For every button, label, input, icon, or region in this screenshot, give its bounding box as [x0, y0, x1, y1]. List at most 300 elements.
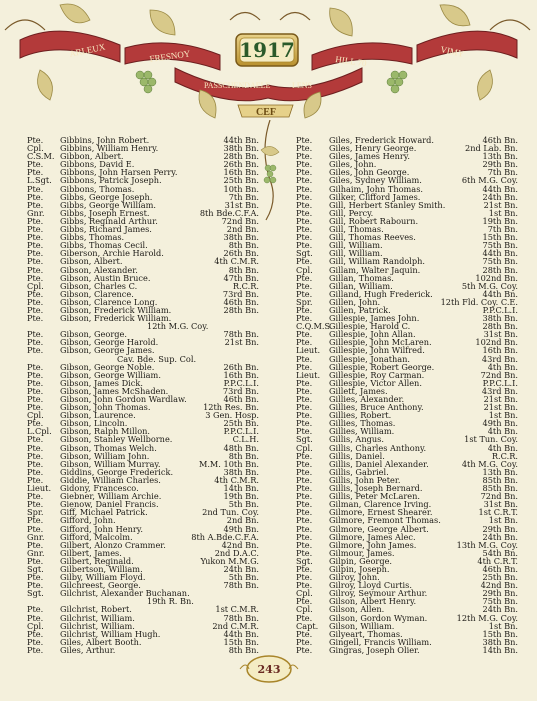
- entry-name: Giles, Arthur.: [60, 644, 116, 655]
- entry-rank: Pte.: [296, 628, 313, 639]
- entry-unit: 12th Res. Bn.: [203, 402, 259, 413]
- entry-rank: Pte.: [27, 458, 44, 469]
- entry-unit: 75th Bn.: [482, 596, 518, 607]
- entry-name: Gilchrist, William.: [60, 620, 135, 631]
- entry-unit: 29th Bn.: [482, 588, 518, 599]
- entry-name: Giles, John George.: [329, 167, 410, 178]
- entry-name: Gibbons, Thomas.: [60, 183, 135, 194]
- entry-unit: 78th Bn.: [223, 580, 259, 591]
- banner-text-center-left: PASSCHENDAELE: [204, 81, 271, 90]
- entry-unit: 8th Bde.C.F.A.: [199, 207, 259, 218]
- entry-name: Gillespie, Jonathan.: [329, 353, 411, 364]
- entry-rank: Cpl.: [27, 280, 44, 291]
- entry-name: Gibbon, Albert.: [60, 151, 124, 162]
- entry-name: Giles, Henry George.: [329, 143, 417, 154]
- entry-rank: Pte.: [296, 539, 313, 550]
- entry-rank: Pte.: [27, 580, 44, 591]
- entry-unit: R.C.R.: [491, 450, 518, 461]
- entry-unit: 44th Bn.: [482, 288, 518, 299]
- banner-text-right-2: VIMY: [439, 44, 466, 59]
- entry-name: Gilson, Allen.: [329, 604, 385, 615]
- entry-unit: 1st Bn.: [488, 410, 518, 421]
- entry-name: Giles, James Henry.: [329, 151, 410, 162]
- entry-name: Gilbert, James.: [60, 547, 122, 558]
- entry-name: Gilby, William Floyd.: [60, 572, 146, 583]
- entry-unit: 49th Bn.: [223, 523, 259, 534]
- entry-rank: Cpl.: [27, 410, 44, 421]
- entry-name: Gilland, Hugh Frederick.: [329, 288, 433, 299]
- entry-unit: 85th Bn.: [482, 474, 518, 485]
- entry-name: Gibson, George James.: [60, 345, 155, 356]
- entry-name: Gill, Percy.: [329, 207, 374, 218]
- entry-unit: 28th Bn.: [482, 321, 518, 332]
- entry-unit: 102nd Bn.: [475, 337, 518, 348]
- entry-rank: Pte.: [27, 555, 44, 566]
- entry-unit: 3 Gen. Hosp.: [205, 410, 259, 421]
- entry-unit: 8th Bn.: [228, 450, 259, 461]
- entry-name: Gilmore, George Albert.: [329, 523, 429, 534]
- entry-rank: Pte.: [27, 369, 44, 380]
- entry-unit: P.P.C.L.I.: [482, 304, 518, 315]
- entry-unit: 44th Bn.: [482, 248, 518, 259]
- entry-name: Gill, Herbert Stanley Smith.: [329, 199, 446, 210]
- entry-unit: 73rd Bn.: [222, 288, 259, 299]
- entry-unit: 28th Bn.: [223, 304, 259, 315]
- entry-unit: 72nd Bn.: [221, 215, 259, 226]
- entry-unit: 29th Bn.: [482, 523, 518, 534]
- entry-name: Gill, Robert Rabourn.: [329, 215, 419, 226]
- year-title: 1917: [239, 38, 295, 62]
- entry-unit: 4th Bn.: [487, 361, 518, 372]
- entry-rank: Pte.: [296, 304, 313, 315]
- roll-entry: [27, 646, 259, 654]
- entry-unit: 43rd Bn.: [481, 385, 518, 396]
- entry-name: Gill, Thomas.: [329, 224, 384, 235]
- entry-rank: Pte.: [296, 507, 313, 518]
- entry-name: Gibbs, Richard James.: [60, 224, 152, 235]
- entry-name: Gibbs, George William.: [60, 199, 156, 210]
- entry-rank: Cpl.: [27, 143, 44, 154]
- entry-rank: Pte.: [27, 288, 44, 299]
- entry-rank: Pte.: [296, 159, 313, 170]
- entry-name: Giles, John.: [329, 159, 377, 170]
- entry-unit: 1st Tun. Coy.: [464, 434, 518, 445]
- entry-name: Gifford, Malcolm.: [60, 531, 133, 542]
- entry-unit: 21st Bn.: [483, 199, 518, 210]
- entry-rank: Pte.: [27, 232, 44, 243]
- entry-name: Gilson, William.: [329, 620, 395, 631]
- entry-name: Gibson, Alexander.: [60, 264, 138, 275]
- entry-rank: Pte.: [296, 377, 313, 388]
- banner-text-center-right: LENS: [292, 81, 312, 90]
- entry-unit: 72nd Bn.: [480, 491, 518, 502]
- entry-unit: 13th Bn.: [482, 151, 518, 162]
- entry-rank: Cpl.: [296, 442, 313, 453]
- entry-unit: 25th Bn.: [223, 175, 259, 186]
- entry-name: Gillies, William.: [329, 426, 395, 437]
- entry-rank: Pte.: [296, 466, 313, 477]
- entry-unit: 1st Bn.: [488, 620, 518, 631]
- entry-name: Gibson, George Noble.: [60, 361, 155, 372]
- entry-name: Gillespie, Robert George.: [329, 361, 435, 372]
- entry-name: Gibson, Austin Bruce.: [60, 272, 151, 283]
- entry-rank: Pte.: [296, 402, 313, 413]
- entry-rank: Pte.: [296, 636, 313, 647]
- entry-rank: Pte.: [296, 183, 313, 194]
- entry-name: Gilman, Clarence Irving.: [329, 499, 432, 510]
- entry-unit: 1st Bn.: [488, 515, 518, 526]
- banner-text-right-1: HILL 70: [334, 54, 368, 69]
- entry-rank: Pte.: [27, 191, 44, 202]
- entry-name: Gibbons, Patrick Joseph.: [60, 175, 162, 186]
- entry-unit: 5th Bn.: [228, 499, 259, 510]
- page-number: 243: [257, 662, 281, 676]
- entry-unit: 15th Bn.: [482, 232, 518, 243]
- entry-rank: Pte.: [296, 394, 313, 404]
- entry-rank: Lieut.: [296, 369, 321, 380]
- entry-unit: 15th Bn.: [482, 628, 518, 639]
- entry-rank: Pte.: [296, 280, 313, 291]
- entry-name: Giddins, George Frederick.: [60, 466, 174, 477]
- entry-name: Gilmore, Ernest Shearer.: [329, 507, 433, 518]
- entry-rank: Pte.: [27, 159, 44, 170]
- entry-rank: Pte.: [27, 499, 44, 510]
- entry-name: Gidony, Francesco.: [60, 483, 139, 494]
- entry-unit: 85th Bn.: [482, 483, 518, 494]
- entry-rank: Pte.: [27, 394, 44, 404]
- entry-rank: Pte.: [296, 151, 313, 162]
- entry-name: Gillis, Peter McLaren.: [329, 491, 420, 502]
- entry-unit: 2nd Bn.: [226, 224, 259, 235]
- entry-name: Gibson, George William.: [60, 369, 161, 380]
- entry-unit: 19th Bn.: [482, 215, 518, 226]
- entry-rank: Pte.: [27, 377, 44, 388]
- entry-name: Gillespie, John Wilfred.: [329, 345, 425, 356]
- entry-name: Gingras, Joseph Olier.: [329, 644, 420, 655]
- entry-rank: Pte.: [296, 515, 313, 526]
- entry-unit: 2nd Tun. Coy.: [202, 507, 259, 518]
- entry-unit: 1st C.M.R.: [215, 604, 259, 615]
- entry-rank: Pte.: [27, 248, 44, 259]
- entry-name: Gilbert, Alonzo Crammer.: [60, 539, 166, 550]
- entry-rank: Pte.: [27, 256, 44, 267]
- entry-unit: 102nd Bn.: [475, 272, 518, 283]
- entry-unit: 29th Bn.: [482, 159, 518, 170]
- entry-rank: Gnr.: [27, 207, 45, 218]
- entry-rank: Pte.: [27, 199, 44, 210]
- entry-unit: 38th Bn.: [223, 143, 259, 154]
- entry-unit: 49th Bn.: [482, 418, 518, 429]
- entry-name: Gifford, John.: [60, 515, 116, 526]
- entry-name: Gillies, Alexander.: [329, 394, 405, 404]
- entry-name: Gillen, Patrick.: [329, 304, 391, 315]
- entry-rank: Cpl.: [296, 264, 313, 275]
- entry-name: Gibson, Frederick William.: [60, 313, 172, 324]
- entry-rank: Sgt.: [296, 555, 313, 566]
- entry-unit: 7th Bn.: [228, 191, 259, 202]
- entry-name: Gilson, Albert Henry.: [329, 596, 417, 607]
- entry-name: Gibbs, Joseph Ernest.: [60, 207, 150, 218]
- entry-name: Gillis, John Peter.: [329, 474, 401, 485]
- entry-name: Gillespie, John McLaren.: [329, 337, 432, 348]
- entry-name: Gillis, Charles Anthony.: [329, 442, 427, 453]
- right-roll-column: [296, 136, 518, 654]
- entry-name: Gill, Thomas Reeves.: [329, 232, 416, 243]
- left-roll-column: [27, 136, 259, 654]
- entry-rank: Pte.: [27, 329, 44, 340]
- entry-name: Gillies, Bruce Anthony.: [329, 402, 424, 413]
- entry-rank: Pte.: [296, 199, 313, 210]
- entry-name: Gibson, Stanley Wellborne.: [60, 434, 173, 445]
- entry-name: Gilmore, James Alec.: [329, 531, 416, 542]
- entry-rank: Pte.: [27, 636, 44, 647]
- entry-name: Gilmore, John James.: [329, 539, 417, 550]
- entry-rank: Pte.: [27, 644, 44, 655]
- entry-rank: Pte.: [296, 329, 313, 340]
- entry-name: 12th M.G. Coy.: [147, 321, 209, 332]
- entry-rank: Sgt.: [27, 563, 44, 574]
- entry-unit: 75th Bn.: [482, 240, 518, 251]
- entry-rank: Pte.: [296, 596, 313, 607]
- entry-name: Gillis, Angus.: [329, 434, 384, 445]
- entry-unit: 13th M.G. Coy.: [456, 539, 518, 550]
- entry-rank: Pte.: [296, 385, 313, 396]
- entry-rank: Pte.: [27, 304, 44, 315]
- entry-rank: Pte.: [27, 442, 44, 453]
- entry-unit: 24th Bn.: [223, 563, 259, 574]
- entry-rank: Pte.: [296, 256, 313, 267]
- entry-rank: Pte.: [27, 612, 44, 623]
- entry-rank: Pte.: [296, 612, 313, 623]
- entry-unit: 2nd C.M.R.: [212, 620, 259, 631]
- entry-rank: Pte.: [296, 483, 313, 494]
- roll-entry: [27, 314, 259, 322]
- entry-unit: 4th Bn.: [487, 426, 518, 437]
- entry-rank: Pte.: [296, 337, 313, 348]
- entry-name: Gibson, George Harold.: [60, 337, 159, 348]
- entry-unit: 12th M.G. Coy.: [456, 612, 518, 623]
- entry-rank: Pte.: [296, 361, 313, 372]
- entry-rank: Pte.: [27, 361, 44, 372]
- entry-name: Gilker, Clifford James.: [329, 191, 421, 202]
- entry-unit: P.P.C.L.I.: [223, 377, 259, 388]
- entry-unit: 4th Bn.: [487, 442, 518, 453]
- entry-name: Gillis, Joseph Bernard.: [329, 483, 423, 494]
- entry-unit: 4th C.M.R.: [214, 474, 259, 485]
- entry-name: Gilchrist, William.: [60, 612, 135, 623]
- entry-unit: 46th Bn.: [482, 563, 518, 574]
- entry-unit: 43rd Bn.: [481, 353, 518, 364]
- entry-name: Gill, William Randolph.: [329, 256, 426, 267]
- entry-name: Gifford, John Henry.: [60, 523, 143, 534]
- entry-name: Giles, Albert Booth.: [60, 636, 142, 647]
- entry-rank: L.Cpl.: [27, 426, 52, 437]
- entry-rank: Pte.: [27, 167, 44, 178]
- entry-name: Gillis, Daniel.: [329, 450, 385, 461]
- entry-rank: Pte.: [296, 531, 313, 542]
- entry-unit: 44th Bn.: [482, 183, 518, 194]
- entry-name: Gillespie, Harold C.: [329, 321, 411, 332]
- entry-unit: 78th Bn.: [223, 612, 259, 623]
- entry-rank: Pte.: [27, 450, 44, 461]
- entry-name: Gingell, Francis William.: [329, 636, 432, 647]
- entry-rank: Lieut.: [27, 483, 52, 494]
- entry-rank: Pte.: [296, 572, 313, 583]
- entry-unit: 2nd Bn.: [226, 515, 259, 526]
- entry-unit: 8th A.Bde.C.F.A.: [191, 531, 259, 542]
- entry-name: Gilmour, James.: [329, 547, 395, 558]
- entry-unit: 31st Bn.: [483, 499, 518, 510]
- entry-rank: Pte.: [27, 523, 44, 534]
- entry-rank: Pte.: [296, 353, 313, 364]
- entry-rank: Pte.: [27, 604, 44, 615]
- entry-rank: Pte.: [27, 434, 44, 445]
- entry-name: Gibson, Albert.: [60, 256, 123, 267]
- entry-unit: 2nd D.A.C.: [214, 547, 259, 558]
- entry-unit: 1st Bn.: [488, 207, 518, 218]
- entry-name: Gibbs, Thomas Cecil.: [60, 240, 148, 251]
- entry-unit: 16th Bn.: [482, 345, 518, 356]
- entry-rank: Sgt.: [296, 248, 313, 259]
- entry-unit: 1st C.R.T.: [478, 507, 518, 518]
- entry-name: Gilson, Gordon Wyman.: [329, 612, 428, 623]
- monogram-text: CEF: [256, 107, 276, 118]
- entry-name: Giberson, Archie Harold.: [60, 248, 164, 259]
- entry-rank: Pte.: [27, 474, 44, 485]
- entry-name: 19th R. Bn.: [147, 596, 194, 607]
- entry-name: Gilmore, Fremont Thomas.: [329, 515, 441, 526]
- entry-name: Gilbert, Reginald.: [60, 555, 134, 566]
- entry-name: Gillies, Thomas.: [329, 418, 396, 429]
- entry-name: Gillies, Robert.: [329, 410, 392, 421]
- entry-unit: 2nd Lab. Bn.: [465, 143, 518, 154]
- entry-rank: Pte.: [27, 628, 44, 639]
- hanging-vine-ornament: [255, 120, 285, 240]
- entry-name: Gibson, Ralph Millon.: [60, 426, 151, 437]
- entry-unit: 7th Bn.: [487, 224, 518, 235]
- entry-name: Gill, William.: [329, 248, 383, 259]
- entry-unit: 42nd Bn.: [480, 580, 518, 591]
- entry-unit: 24th Bn.: [482, 191, 518, 202]
- entry-rank: Pte.: [27, 345, 44, 356]
- entry-unit: 38th Bn.: [223, 232, 259, 243]
- entry-rank: Pte.: [296, 474, 313, 485]
- entry-name: Gillett, James.: [329, 385, 388, 396]
- entry-unit: 28th Bn.: [482, 264, 518, 275]
- entry-name: Gillespie, James John.: [329, 313, 420, 324]
- entry-rank: Pte.: [27, 240, 44, 251]
- entry-name: Gibbons, John Harsen Perry.: [60, 167, 178, 178]
- entry-name: Gibson, Frederick William.: [60, 304, 172, 315]
- entry-rank: Pte.: [296, 207, 313, 218]
- entry-rank: Cpl.: [296, 604, 313, 615]
- entry-rank: Pte.: [296, 215, 313, 226]
- ribbon-right-2: [417, 31, 517, 62]
- entry-unit: 16th Bn.: [223, 167, 259, 178]
- entry-rank: Gnr.: [27, 531, 45, 542]
- entry-name: Gilyeart, Thomas.: [329, 628, 403, 639]
- entry-rank: Pte.: [296, 191, 313, 202]
- entry-rank: Pte.: [27, 215, 44, 226]
- entry-unit: 4th M.G. Coy.: [461, 458, 518, 469]
- entry-rank: Pte.: [296, 135, 313, 145]
- entry-name: Gibson, Thomas Welch.: [60, 442, 157, 453]
- entry-name: Gibson, Clarence Long.: [60, 296, 158, 307]
- entry-rank: Pte.: [296, 644, 313, 655]
- entry-rank: Cpl.: [27, 620, 44, 631]
- entry-unit: 5th Bn.: [228, 572, 259, 583]
- entry-unit: P.P.C.L.I.: [223, 426, 259, 437]
- entry-name: Gillen, John.: [329, 296, 381, 307]
- entry-name: Gilchrist, Alexander Buchanan.: [60, 588, 190, 599]
- entry-rank: Pte.: [296, 240, 313, 251]
- entry-unit: 44th Bn.: [223, 628, 259, 639]
- entry-rank: Pte.: [296, 499, 313, 510]
- entry-rank: Pte.: [27, 224, 44, 235]
- entry-name: Gillespie, Victor Allen.: [329, 377, 422, 388]
- entry-name: Gillan, William.: [329, 280, 393, 291]
- entry-rank: Pte.: [296, 418, 313, 429]
- entry-unit: 24th Bn.: [482, 604, 518, 615]
- entry-unit: 44th Bn.: [223, 135, 259, 145]
- entry-unit: 14th Bn.: [223, 483, 259, 494]
- entry-rank: Pte.: [296, 523, 313, 534]
- entry-unit: 21st Bn.: [483, 394, 518, 404]
- roll-entry: [296, 646, 518, 654]
- entry-rank: L.Sgt.: [27, 175, 52, 186]
- entry-unit: 21st Bn.: [483, 402, 518, 413]
- entry-name: Giff, Michael Patrick.: [60, 507, 148, 518]
- entry-rank: Spr.: [296, 296, 313, 307]
- entry-rank: Pte.: [27, 385, 44, 396]
- entry-name: Giles, Sydney William.: [329, 175, 422, 186]
- entry-name: Cav. Bde. Sup. Col.: [117, 353, 197, 364]
- entry-rank: Pte.: [27, 135, 44, 145]
- entry-rank: Pte.: [296, 167, 313, 178]
- entry-name: Gibson, Laurence.: [60, 410, 136, 421]
- entry-unit: 54th Bn.: [482, 547, 518, 558]
- entry-unit: 21st Bn.: [224, 337, 259, 348]
- entry-rank: Pte.: [296, 313, 313, 324]
- entry-name: Gillespie, John Allan.: [329, 329, 416, 340]
- entry-unit: 5th M.G. Coy.: [461, 280, 518, 291]
- entry-name: Gilpin, George.: [329, 555, 393, 566]
- entry-unit: 72nd Bn.: [480, 369, 518, 380]
- entry-name: Gibbins, John Robert.: [60, 135, 150, 145]
- entry-name: Gilpin, Joseph.: [329, 563, 390, 574]
- banner-text-left-1: ARLEUX: [68, 41, 107, 59]
- entry-unit: Yukon M.M.G.: [200, 555, 259, 566]
- entry-unit: 4th C.M.R.: [214, 256, 259, 267]
- entry-name: Giebner, William Archie.: [60, 491, 162, 502]
- entry-rank: Pte.: [296, 563, 313, 574]
- entry-rank: Pte.: [296, 410, 313, 421]
- entry-unit: 10th Bn.: [223, 183, 259, 194]
- entry-rank: Pte.: [27, 272, 44, 283]
- entry-unit: 73rd Bn.: [222, 385, 259, 396]
- entry-name: Gienow, Daniel Francis.: [60, 499, 159, 510]
- banner-text-left-2: FRESNOY: [148, 48, 191, 64]
- entry-unit: 24th Bn.: [482, 531, 518, 542]
- entry-rank: Pte.: [27, 402, 44, 413]
- entry-rank: Pte.: [296, 224, 313, 235]
- entry-unit: 25th Bn.: [223, 418, 259, 429]
- entry-unit: 42nd Bn.: [221, 539, 259, 550]
- entry-unit: 13th Bn.: [482, 466, 518, 477]
- entry-unit: 8th Bn.: [228, 240, 259, 251]
- entry-unit: 8th Bn.: [228, 264, 259, 275]
- entry-name: Gilchrist, Robert.: [60, 604, 132, 615]
